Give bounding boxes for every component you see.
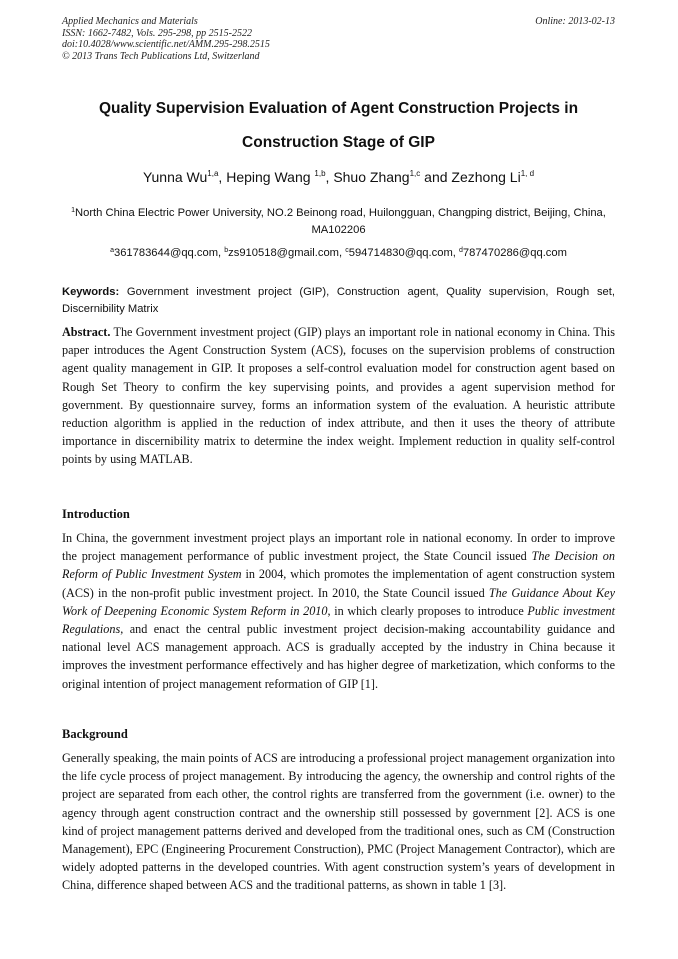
abstract-text: The Government investment project (GIP) plays an important role in national economy in China. This paper introduces the Agent Construction System (ACS), focuses on the supervision problems of construction agent quality management in GIP. It proposes a self-control evaluation model for construction agent based on Rough Set Theory to confirm the key supervising points, and provides a agent supervision method for government. By questionnaire survey, forms an information system of the evaluation. A heuristic attribute reduction algorithm is applied in the reduction of index attribute, and then it uses the theory of attribute importance in discernibility matrix to determine the index weight. Implement reduction in quality self-control points by using MATLAB. <box>62 325 615 467</box>
journal-header <box>62 16 615 62</box>
email-marker: a <box>110 247 114 254</box>
intro-text: , and enact the central public investment project decision-making accountability guidance and national level ACS management approach. ACS is gradually accepted by the industry in China because it improves the investment performance effectively and has higher degree of marketization, which conforms to the original intention of project management reformation of GIP [1]. <box>62 622 615 691</box>
affiliation-marker: 1 <box>71 207 76 214</box>
author-separator: , <box>218 169 227 185</box>
paper-title <box>62 92 615 160</box>
abstract-label: Abstract. <box>62 325 111 339</box>
keywords-label: Keywords: <box>62 286 120 298</box>
background-paragraph: Generally speaking, the main points of ACS are introducing a professional project management organization into the life cycle process of project management. By introducing the agency, the ownership and control rights of the project are separated from each other, the control rights are transferred from the government (i.e. owner) to the agency through agent construction contract and the ownership still possessed by government [2]. ACS is one kind of project management patterns derived and developed from the traditional ones, such as CM (Construction Management), EPC (Engineering Procurement Construction), PMC (Project Management Contractor), which are widely adopted patterns in the developed countries. With agent construction system’s years of development in China, difference shaped between ACS and the traditional patterns, as shown in table 1 [3]. <box>62 751 615 893</box>
intro-italic-title: Public investment Regulations <box>62 603 615 637</box>
email-address[interactable]: 787470286@qq.com <box>462 247 567 259</box>
email-marker: c <box>345 247 349 254</box>
author-affiliation-marker: 1, d <box>520 169 535 178</box>
email-marker: d <box>458 247 463 254</box>
email-marker: b <box>224 247 229 254</box>
title-line-1: Quality Supervision Evaluation of Agent Construction Projects in <box>98 100 579 117</box>
author-affiliation-marker: 1,b <box>314 169 326 178</box>
keywords-text: Government investment project (GIP), Construction agent, Quality supervision, Rough set, Discernibility Matrix <box>62 286 615 315</box>
author-affiliation-marker: 1,c <box>409 169 421 178</box>
intro-italic-title: The Guidance About Key Work of Deepening Economic System Reform in 2010 <box>62 585 615 618</box>
author-affiliation-marker: 1,a <box>207 169 219 178</box>
email-address[interactable]: 594714830@qq.com <box>348 247 453 259</box>
author-separator: , <box>325 169 334 185</box>
title-line-2: Construction Stage of GIP <box>242 134 435 151</box>
intro-text: , in which clearly proposes to introduce <box>327 603 528 618</box>
introduction-heading: Introduction <box>62 507 130 521</box>
issn-line: ISSN: 1662-7482, Vols. 295-298, pp 2515-2522 <box>62 27 252 39</box>
doi-line: doi:10.4028/www.scientific.net/AMM.295-298.2515 <box>62 39 270 50</box>
author-name: Heping Wang <box>226 169 315 185</box>
abstract <box>62 323 615 469</box>
author-separator: and <box>420 169 452 185</box>
affiliation-text: North China Electric Power University, NO.2 Beinong road, Huilongguan, Changping district, Beijing, China, MA102206 <box>75 207 606 236</box>
copyright-line: © 2013 Trans Tech Publications Ltd, Switzerland <box>62 50 260 62</box>
email-separator: , <box>218 247 225 259</box>
intro-text: In China, the government investment project plays an important role in national economy. In order to improve the project management performance of public investment project, the State Council issued <box>62 531 615 564</box>
email-separator: , <box>452 247 459 259</box>
author-list <box>62 168 615 186</box>
intro-text: in 2004, which promotes the implementation of agent construction system (ACS) in the non-profit public investment project. In 2010, the State Council issued <box>62 567 615 600</box>
affiliation <box>62 205 615 239</box>
journal-name: Applied Mechanics and Materials <box>62 16 198 27</box>
background-heading: Background <box>62 727 128 741</box>
email-address[interactable]: zs910518@gmail.com <box>228 247 339 259</box>
intro-italic-title: The Decision on Reform of Public Investment System <box>62 549 615 582</box>
email-separator: , <box>339 247 346 259</box>
online-date: Online: 2013-02-13 <box>535 16 615 27</box>
author-name: Yunna Wu <box>142 169 208 185</box>
keywords <box>62 284 615 318</box>
author-name: Shuo Zhang <box>333 169 410 185</box>
email-list <box>62 246 615 260</box>
introduction-paragraph <box>62 529 615 693</box>
author-name: Zezhong Li <box>451 169 521 185</box>
email-address[interactable]: 361783644@qq.com <box>113 247 219 259</box>
